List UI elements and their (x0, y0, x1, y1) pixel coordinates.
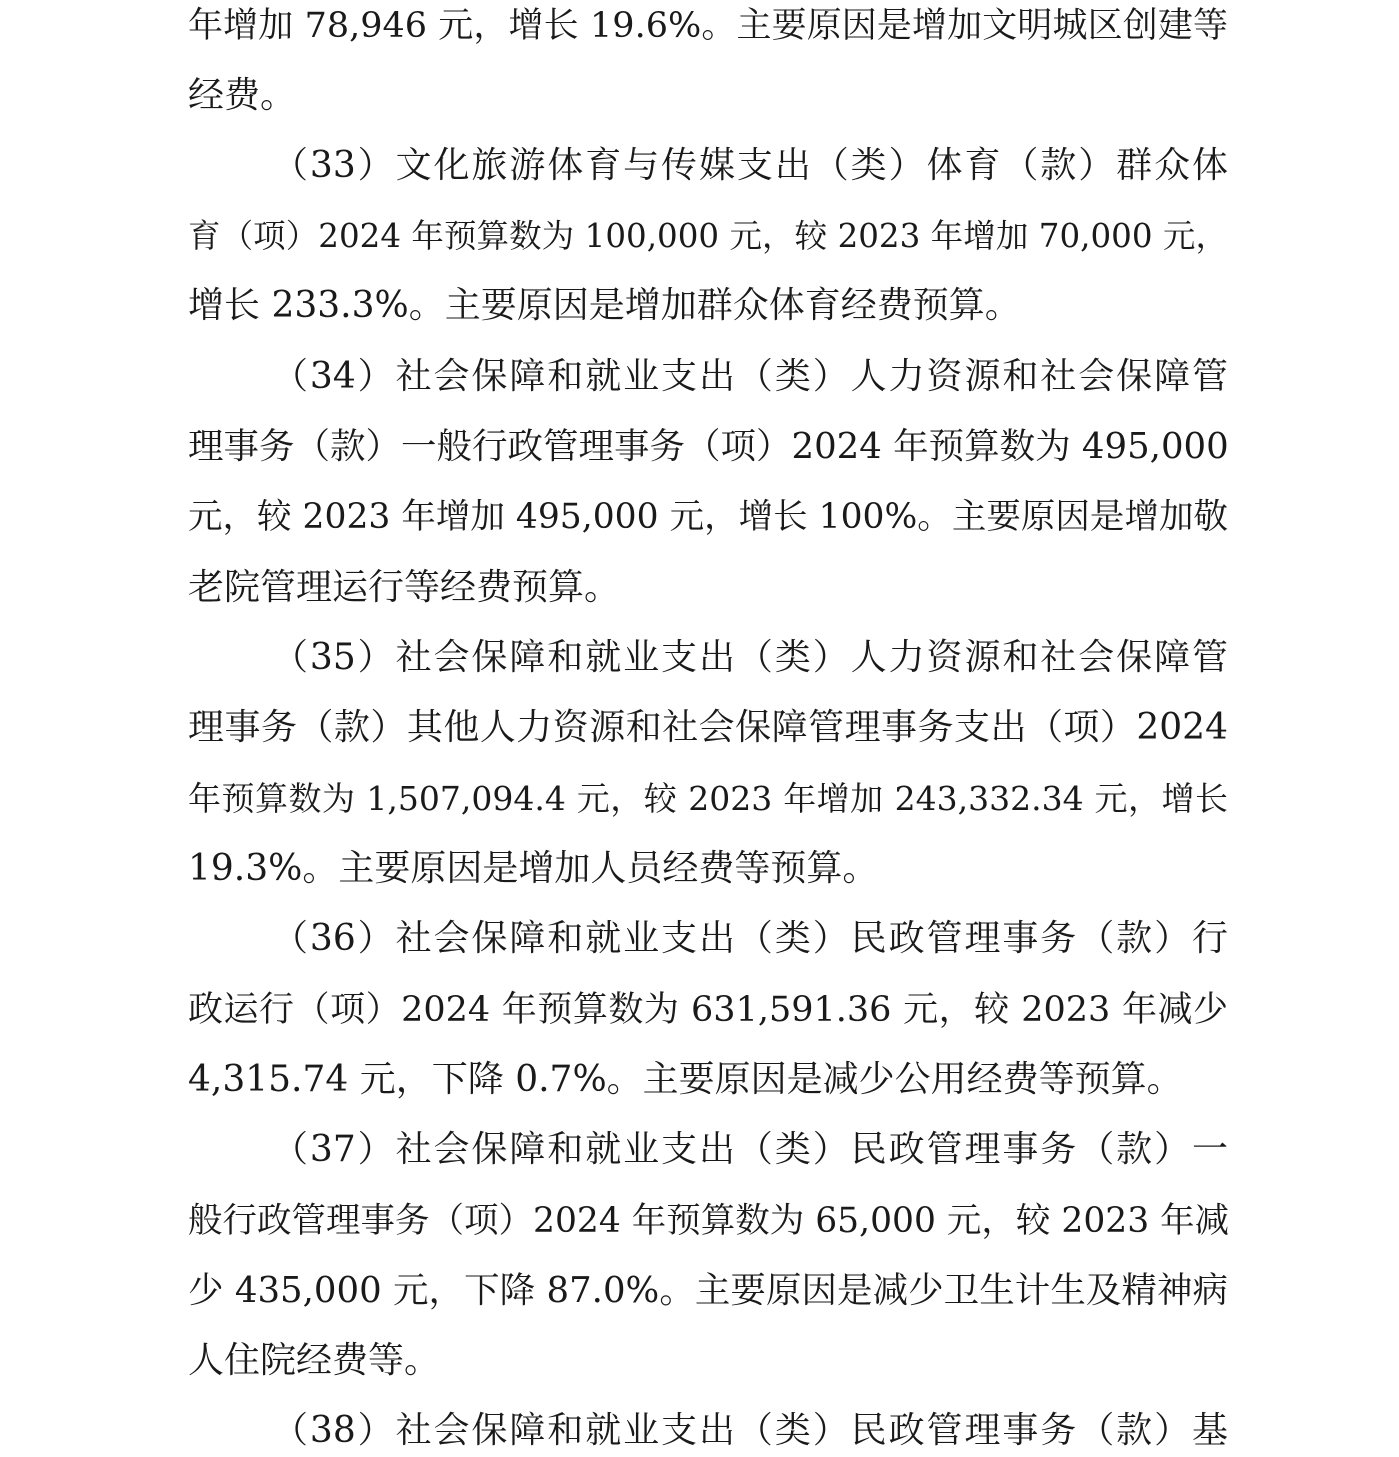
text-line: 理事务（款）其他人力资源和社会保障管理事务支出（项）2024 (188, 707, 1228, 748)
text-line: 年增加 78,946 元，增长 19.6%。主要原因是增加文明城区创建等 (188, 6, 1228, 46)
text-line: 年预算数为 1,507,094.4 元，较 2023 年增加 243,332.34 元，增长 (188, 779, 1228, 818)
paragraph-35-start: （35）社会保障和就业支出（类）人力资源和社会保障管 (272, 637, 1228, 678)
text-line: 般行政管理事务（项）2024 年预算数为 65,000 元，较 2023 年减 (188, 1201, 1230, 1241)
paragraph-38-start: （38）社会保障和就业支出（类）民政管理事务（款）基 (272, 1410, 1228, 1451)
text-line: 政运行（项）2024 年预算数为 631,591.36 元，较 2023 年减少 (188, 990, 1228, 1030)
text-line: 增长 233.3%。主要原因是增加群众体育经费预算。 (188, 285, 1021, 326)
text-line: 经费。 (188, 75, 297, 116)
paragraph-36-start: （36）社会保障和就业支出（类）民政管理事务（款）行 (272, 918, 1228, 959)
text-line: 19.3%。主要原因是增加人员经费等预算。 (188, 848, 879, 889)
text-line: 元，较 2023 年增加 495,000 元，增长 100%。主要原因是增加敬 (188, 497, 1228, 537)
text-line: 人住院经费等。 (188, 1340, 441, 1381)
text-line: 老院管理运行等经费预算。 (188, 567, 621, 608)
text-line: 4,315.74 元，下降 0.7%。主要原因是减少公用经费等预算。 (188, 1059, 1183, 1100)
text-line: 少 435,000 元，下降 87.0%。主要原因是减少卫生计生及精神病 (188, 1270, 1228, 1311)
paragraph-34-start: （34）社会保障和就业支出（类）人力资源和社会保障管 (272, 356, 1228, 397)
paragraph-33-start: （33）文化旅游体育与传媒支出（类）体育（款）群众体 (272, 145, 1228, 186)
text-line: 育（项）2024 年预算数为 100,000 元，较 2023 年增加 70,000 元， (188, 217, 1228, 255)
paragraph-37-start: （37）社会保障和就业支出（类）民政管理事务（款）一 (272, 1129, 1228, 1170)
text-line: 理事务（款）一般行政管理事务（项）2024 年预算数为 495,000 (188, 426, 1229, 467)
